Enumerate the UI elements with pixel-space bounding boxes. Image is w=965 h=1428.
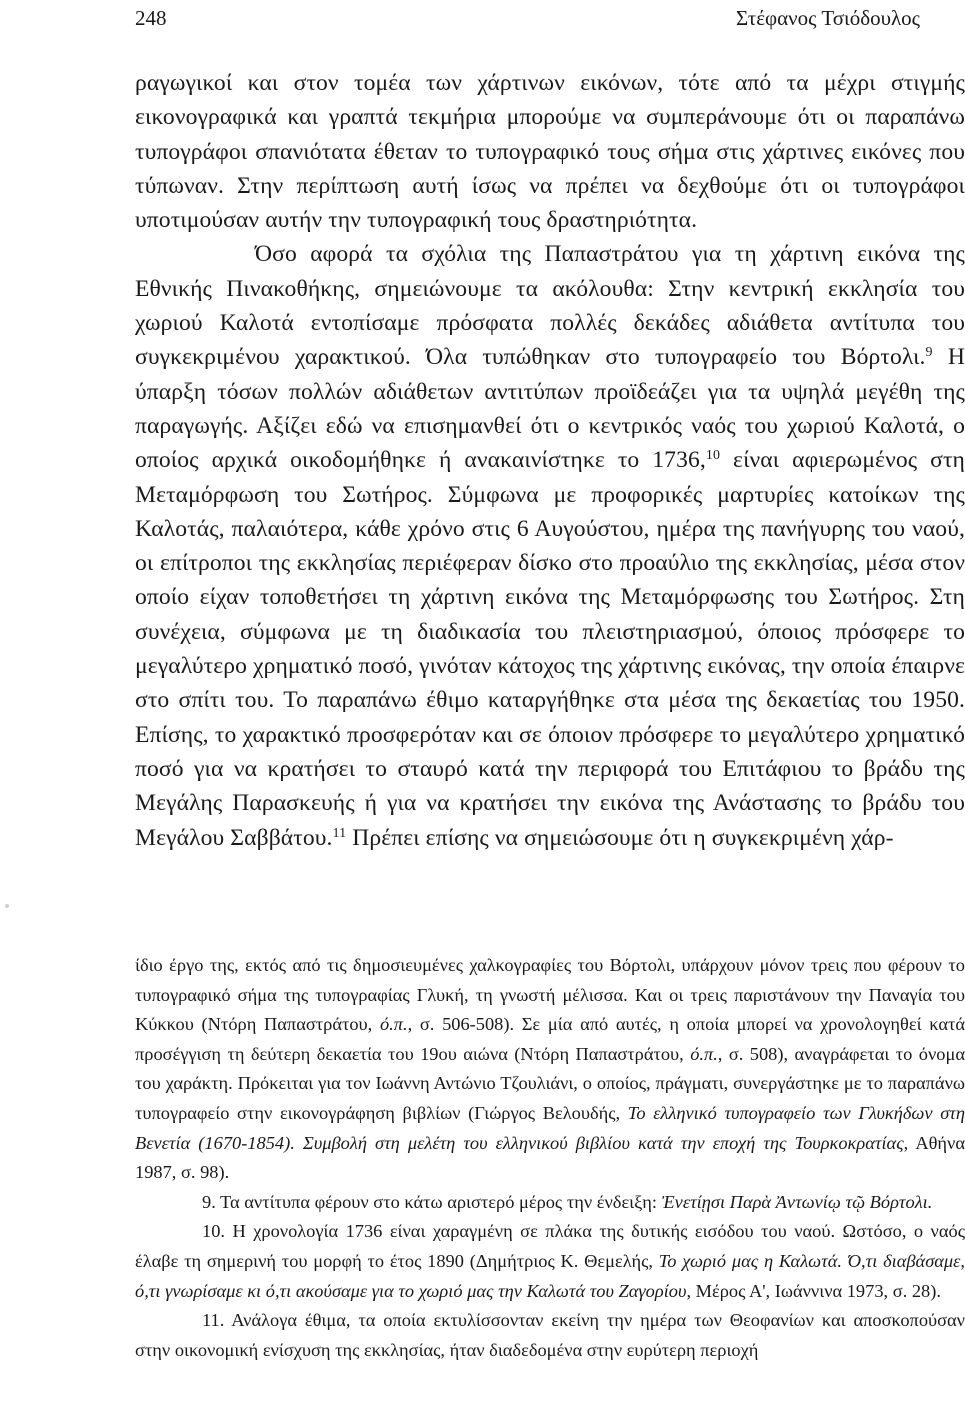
footnote-11-text: Ανάλογα έθιμα, τα οποία εκτυλίσσονταν εκείνη την ημέρα των Θεοφανίων και αποσκοπούσαν στην οικονομική ενίσχυση της εκκλησίας, ήταν διαδεδομένα στην ευρύτερη περιοχή (135, 1310, 965, 1360)
paragraph-2-part-d: Πρέπει επίσης να σημειώσουμε ότι η συγκεκριμένη χάρ- (346, 824, 894, 851)
running-head-author: Στέφανος Τσιόδουλος (735, 6, 920, 30)
paragraph-2-part-b: Η ύπαρξη τόσων πολλών αδιάθετων αντιτύπων προϊδεάζει για τα υψηλά μεγέθη της παραγωγής. Αξίζει εδώ να επισημανθεί ότι ο κεντρικός ναός του χωριού Καλοτά, ο οποίος αρχικά οικοδομήθηκε ή ανακαινίστηκε το 1736, (135, 344, 965, 474)
footnote-cont-part-c: , σ. 508), αναγράφεται το όνομα του χαράκτη. Πρόκειται για τον Ιωάννη Αντώνιο Τζουλιάνι, ο οποίος, πράγματι, συνεργάστηκε με το παραπάνω τυπογραφείο στην εικονογράφηση βιβλίων (Γιώργος Βελουδής, (135, 1043, 965, 1123)
footnote-10-text-b: , Μέρος Α', Ιωάννινα 1973, σ. 28). (686, 1280, 941, 1301)
footnote-cont-op-cit: ό.π. (379, 1014, 408, 1035)
paragraph-main (135, 237, 965, 854)
footnote-cont-part-d: , Αθήνα 1987, σ. 98). (135, 1132, 965, 1183)
footnote-ref-10[interactable]: 10 (705, 448, 721, 464)
footnote-cont-book-title: Το ελληνικό τυπογραφείο των Γλυκήδων στη Βενετία (1670-1854). Συμβολή στη μελέτη του ελληνικού βιβλίου κατά την εποχή της Τουρκοκρατίας (135, 1102, 965, 1153)
footnote-9-text: Τα αντίτυπα φέρουν στο κάτω αριστερό μέρος την ένδειξη: (215, 1191, 662, 1212)
footnote-continuation (135, 951, 965, 1188)
paragraph-1-text: ραγωγικοί και στον τομέα των χάρτινων εικόνων, τότε από τα μέχρι στιγμής εικονογραφικά και γραπτά τεκμήρια μπορούμε να συμπεράνουμε ότι οι παραπάνω τυπογράφοι σπανιότατα έθεταν το τυπογραφικό τους σήμα στις χάρτινες εικόνες που τύπωναν. Στην περίπτωση αυτή ίσως να πρέπει να δεχθούμε ότι οι τυπογράφοι υποτιμούσαν αυτήν την τυπογραφική τους δραστηριότητα. (135, 70, 965, 234)
footnotes (135, 951, 965, 1365)
footnote-cont-part-a: ίδιο έργο της, εκτός από τις δημοσιευμένες χαλκογραφίες του Βόρτολι, υπάρχουν μόνον τρεις που φέρουν το τυπογραφικό σήμα της τυπογραφίας Γλυκή, τη γνωστή μέλισσα. Και οι τρεις παριστάνουν την Παναγία του Κύκκου (Ντόρη Παπαστράτου, (135, 955, 965, 1035)
footnote-9-inscription: Ἐνετίῃσι Παρὰ Ἀντωνίῳ τῷ Βόρτολι. (661, 1191, 933, 1212)
paragraph-2-part-a: Όσο αφορά τα σχόλια της Παπαστράτου για τη χάρτινη εικόνα της Εθνικής Πινακοθήκης, σημειώνουμε τα ακόλουθα: Στην κεντρική εκκλησία του χωριού Καλοτά εντοπίσαμε πρόσφατα πολλές δεκάδες αδιάθετα αντίτυπα του συγκεκριμένου χαρακτικού. Όλα τυπώθηκαν στο τυπογραφείο του Βόρτολι. (135, 241, 965, 371)
main-text (135, 66, 965, 855)
footnote-ref-9[interactable]: 9 (925, 345, 933, 361)
paragraph-continuation (135, 66, 965, 237)
page-header (135, 6, 920, 36)
footnote-10-book-title: Το χωριό μας η Καλωτά. Ό,τι διαβάσαμε, ό,τι γνωρίσαμε κι ό,τι ακούσαμε για το χωριό μας την Καλωτά του Ζαγορίου (135, 1250, 965, 1301)
footnote-9-number: 9. (202, 1191, 216, 1212)
scan-speck (5, 904, 9, 908)
footnote-10 (135, 1217, 965, 1306)
footnote-9 (135, 1188, 965, 1218)
footnote-11-number: 11. (202, 1310, 225, 1331)
footnote-ref-11[interactable]: 11 (332, 825, 347, 841)
footnote-11 (135, 1306, 965, 1365)
paragraph-2-part-c: είναι αφιερωμένος στη Μεταμόρφωση του Σωτήρος. Σύμφωνα με προφορικές μαρτυρίες κατοίκων της Καλοτάς, παλαιότερα, κάθε χρόνο στις 6 Αυγούστου, ημέρα της πανήγυρης του ναού, οι επίτροποι της εκκλησίας περιέφεραν δίσκο στο προαύλιο της εκκλησίας, μέσα στον οποίο είχαν τοποθετήσει τη χάρτινη εικόνα της Μεταμόρφωσης του Σωτήρος. Στη συνέχεια, σύμφωνα με τη διαδικασία του πλειστηριασμού, όποιος πρόσφερε το μεγαλύτερο χρηματικό ποσό, γινόταν κάτοχος της χάρτινης εικόνας, την οποία έπαιρνε στο σπίτι του. Το παραπάνω έθιμο καταργήθηκε στα μέσα της δεκαετίας του 1950. Επίσης, το χαρακτικό προσφερόταν και σε όποιον πρόσφερε το μεγαλύτερο χρηματικό ποσό για να κρατήσει το σταυρό κατά την περιφορά του Επιτάφιου το βράδυ της Μεγάλης Παρασκευής ή για να κρατήσει την εικόνα της Ανάστασης το βράδυ του Μεγάλου Σαββάτου. (135, 447, 965, 851)
footnote-cont-op-cit-2: ό.π. (690, 1043, 718, 1064)
footnote-10-number: 10. (202, 1221, 225, 1242)
page-number: 248 (135, 6, 167, 30)
footnote-10-text-a: Η χρονολογία 1736 είναι χαραγμένη σε πλάκα της δυτικής εισόδου του ναού. Ωστόσο, ο ναός έλαβε τη σημερινή του μορφή το έτος 1890 (Δημήτριος Κ. Θεμελής, (135, 1221, 965, 1271)
footnote-cont-part-b: , σ. 506-508). Σε μία από αυτές, η οποία μπορεί να χρονολογηθεί κατά προσέγγιση τη δεύτερη δεκαετία του 19ου αιώνα (Ντόρη Παπαστράτου, (135, 1014, 965, 1064)
